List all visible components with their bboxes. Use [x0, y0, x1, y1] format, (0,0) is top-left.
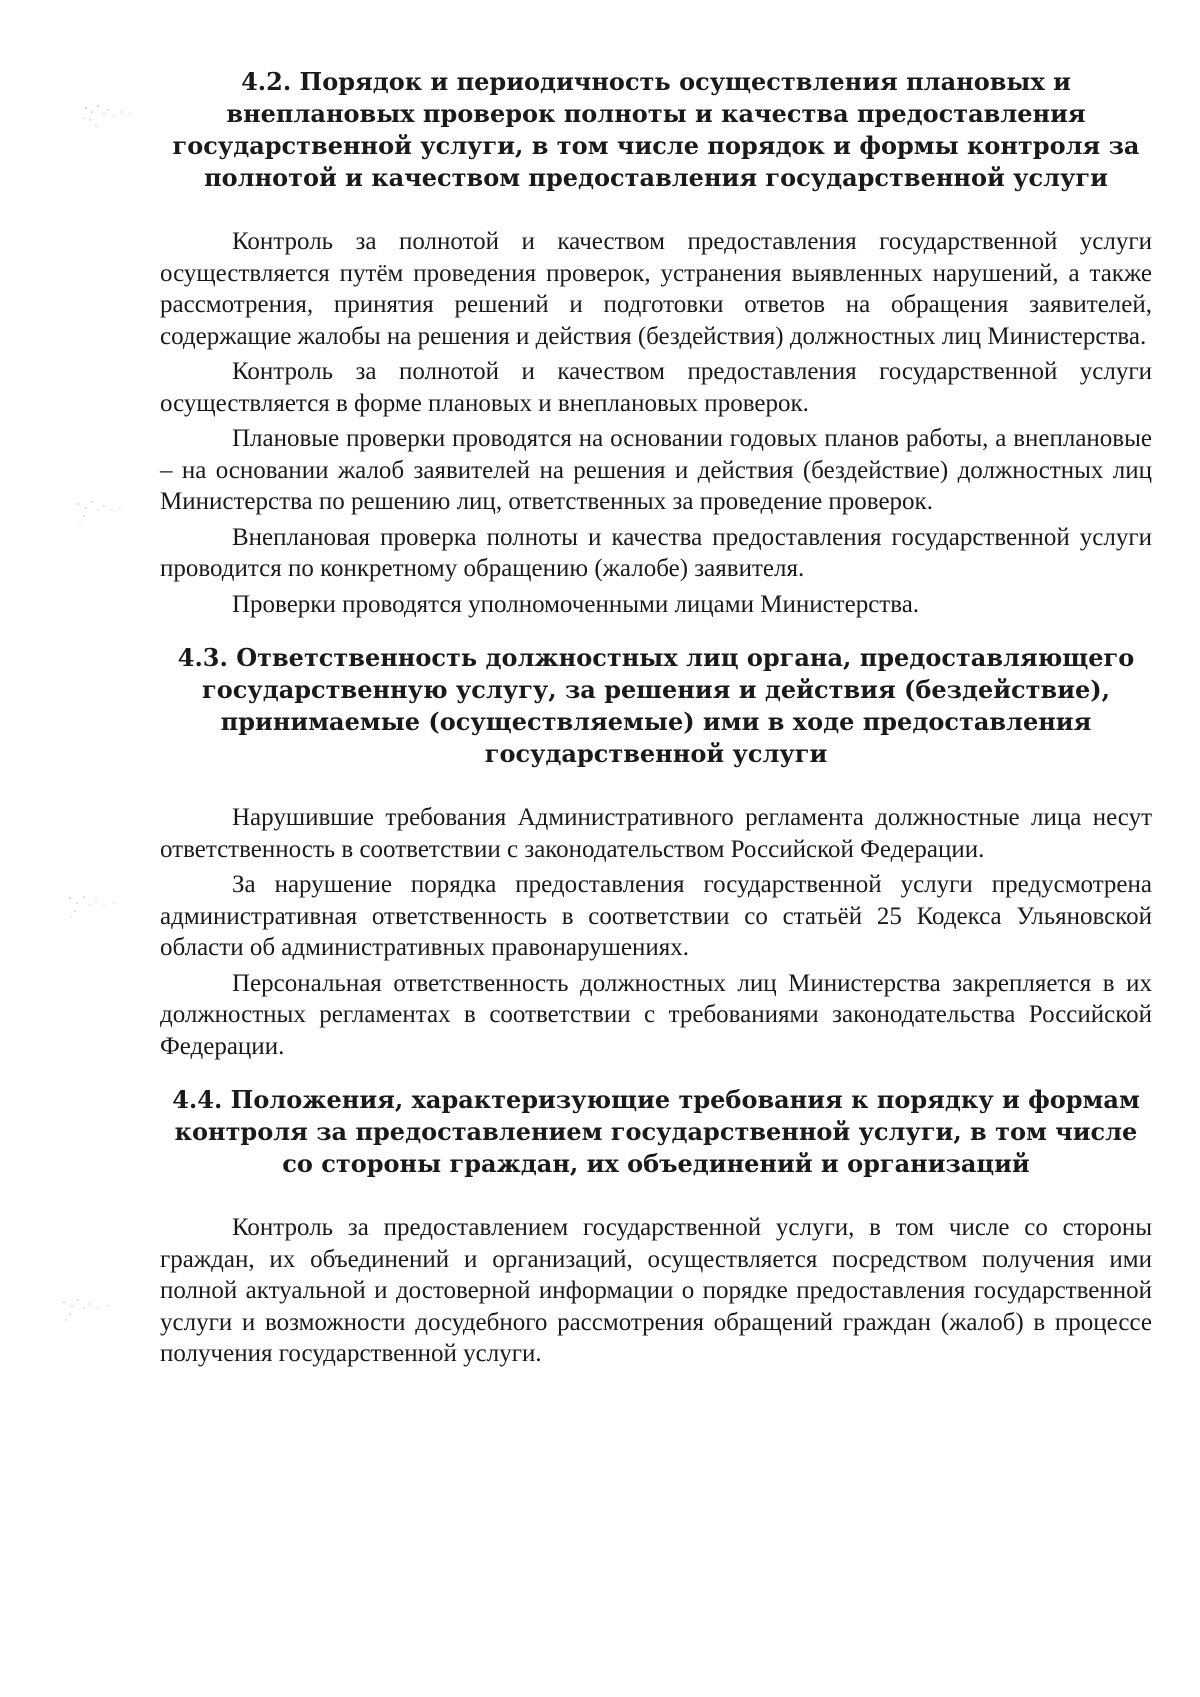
scan-speck-icon [62, 888, 132, 924]
paragraph: Нарушившие требования Административного регламента должностные лица несут ответственность в соответствии с законодательством Российской Федерации. [160, 804, 1152, 863]
section-4-4 [160, 1084, 1152, 1370]
paragraph: Проверки проводятся уполномоченными лицами Министерства. [232, 590, 920, 618]
paragraph: Внеплановая проверка полноты и качества предоставления государственной услуги проводится по конкретному обращению (жалобе) заявителя. [160, 523, 1152, 582]
scan-speck-icon [70, 492, 140, 528]
section-heading: 4.2. Порядок и периодичность осуществления плановых и внеплановых проверок полноты и качества предоставления государственной услуги, в том числе порядок и формы контроля за полнотой и качеством предоставления государственной услуги [172, 67, 1140, 192]
scan-speck-icon [78, 98, 148, 134]
document-body [160, 66, 1152, 1392]
paragraph: Плановые проверки проводятся на основании годовых планов работы, а внеплановые – на основании жалоб заявителей на решения и действия (бездействие) должностных лиц Министерства по решению лиц, ответственных за проведение проверок. [160, 425, 1152, 515]
section-4-3 [160, 642, 1152, 1062]
paragraph: Контроль за полнотой и качеством предоставления государственной услуги осуществляется в форме плановых и внеплановых проверок. [160, 358, 1152, 417]
scan-speck-icon [56, 1290, 126, 1326]
section-4-2 [160, 66, 1152, 620]
paragraph: Контроль за полнотой и качеством предоставления государственной услуги осуществляется путём проведения проверок, устранения выявленных нарушений, а также рассмотрения, принятия решений и подготовки ответов на обращения заявителей, содержащие жалобы на решения и действия (бездействия) должностных лиц Министерства. [160, 228, 1152, 350]
paragraph: За нарушение порядка предоставления государственной услуги предусмотрена административная ответственность в соответствии со статьёй 25 Кодекса Ульяновской области об административных правонарушениях. [160, 871, 1152, 961]
section-heading: 4.4. Положения, характеризующие требования к порядку и формам контроля за предоставлением государственной услуги, в том числе со стороны граждан, их объединений и организаций [172, 1085, 1140, 1178]
section-heading: 4.3. Ответственность должностных лиц органа, предоставляющего государственную услугу, за решения и действия (бездействие), принимаемые (осуществляемые) ими в ходе предоставления государственной услуги [177, 643, 1135, 768]
paragraph: Контроль за предоставлением государственной услуги, в том числе со стороны граждан, их объединений и организаций, осуществляется посредством получения ими полной актуальной и достоверной информации о порядке предоставления государственной услуги и возможности досудебного рассмотрения обращений граждан (жалоб) в процессе получения государственной услуги. [160, 1214, 1152, 1367]
paragraph: Персональная ответственность должностных лиц Министерства закрепляется в их должностных регламентах в соответствии с требованиями законодательства Российской Федерации. [160, 969, 1152, 1060]
